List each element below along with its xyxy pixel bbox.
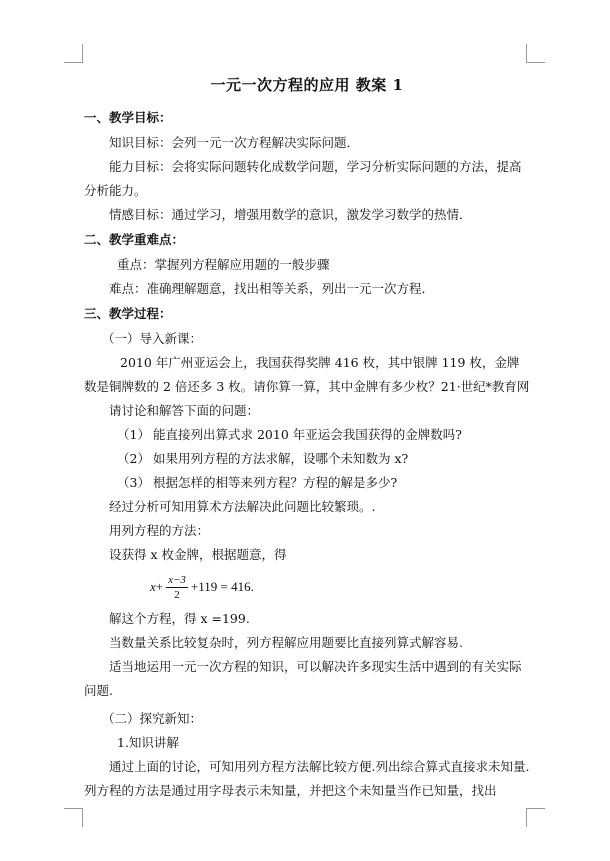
question-3-number: （3） [117, 475, 150, 490]
equation-rest: +119 = 416. [190, 579, 254, 594]
crop-mark-bottom-right [526, 808, 545, 827]
question-3-text: 根据怎样的相等来列方程？方程的解是多少? [153, 475, 398, 490]
question-1-text: 能直接列出算式求 2010 年亚运会我国获得的金牌数吗? [153, 427, 462, 442]
method-text: 用列方程的方法： [109, 523, 210, 538]
document-page [84, 70, 530, 803]
crop-mark-top-left [64, 44, 83, 63]
goal-knowledge: 知识目标：会列一元一次方程解决实际问题． [109, 135, 360, 150]
equation-x: x [150, 579, 156, 594]
set-variable-text: 设获得 x 枚金牌，根据题意，得 [109, 547, 287, 562]
apply-note: 适当地运用一元一次方程的知识，可以解决许多现实生活中遇到的有关实际问题. [84, 659, 522, 698]
problem-text: 2010 年广州亚运会上，我国获得奖牌 416 枚，其中银牌 119 枚，金牌数是铜牌数的 2 倍还多 3 枚。请你算一算，其中金牌有多少枚？21·世纪*教育网 [84, 355, 530, 394]
question-1 [84, 423, 530, 447]
subsection-explore: （二）探究新知： [102, 711, 203, 726]
question-2-text: 如果用列方程的方法求解，设哪个未知数为 x? [153, 451, 409, 466]
equation [84, 567, 530, 607]
explain-text: 通过上面的讨论，可知用列方程方法解比较方便.列出综合算式直接求未知量.列方程的方法是通过用字母表示未知量，并把这个未知量当作已知量，找出 [84, 759, 530, 798]
section-heading-goals: 一、教学目标： [84, 110, 172, 125]
crop-mark-bottom-left [64, 808, 83, 827]
section-heading-process: 三、教学过程： [84, 306, 172, 321]
analysis-text: 经过分析可知用算术方法解决此问题比较繁琐。. [109, 499, 376, 514]
goal-ability: 能力目标：会将实际问题转化成数学问题，学习分析实际问题的方法，提高分析能力。 [84, 159, 522, 198]
goal-emotion: 情感目标：通过学习，增强用数学的意识，激发学习数学的热情． [109, 207, 472, 222]
discuss-prompt: 请讨论和解答下面的问题： [109, 403, 260, 418]
section-heading-key-points: 二、教学重难点： [84, 232, 185, 247]
difficulty: 难点：准确理解题意，找出相等关系，列出一元一次方程． [109, 281, 435, 296]
complex-note: 当数量关系比较复杂时，列方程解应用题要比直接列算式解容易. [109, 635, 463, 650]
fraction-numerator: x−3 [168, 573, 186, 586]
question-3 [84, 471, 530, 495]
doc-title: 一元一次方程的应用 教案 1 [210, 76, 404, 94]
subsection-intro: （一）导入新课： [102, 331, 203, 346]
question-2 [84, 447, 530, 471]
question-1-number: （1） [117, 427, 150, 442]
key-point: 重点：掌握列方程解应用题的一般步骤 [117, 257, 330, 272]
fraction-denominator: 2 [174, 588, 180, 601]
subsection-knowledge: 1.知识讲解 [117, 735, 179, 750]
crop-mark-top-right [526, 44, 545, 63]
question-2-number: （2） [117, 451, 150, 466]
equation-plus: + [155, 579, 164, 594]
solution-text: 解这个方程，得 x =199. [109, 611, 250, 626]
equation-fraction [166, 573, 188, 602]
